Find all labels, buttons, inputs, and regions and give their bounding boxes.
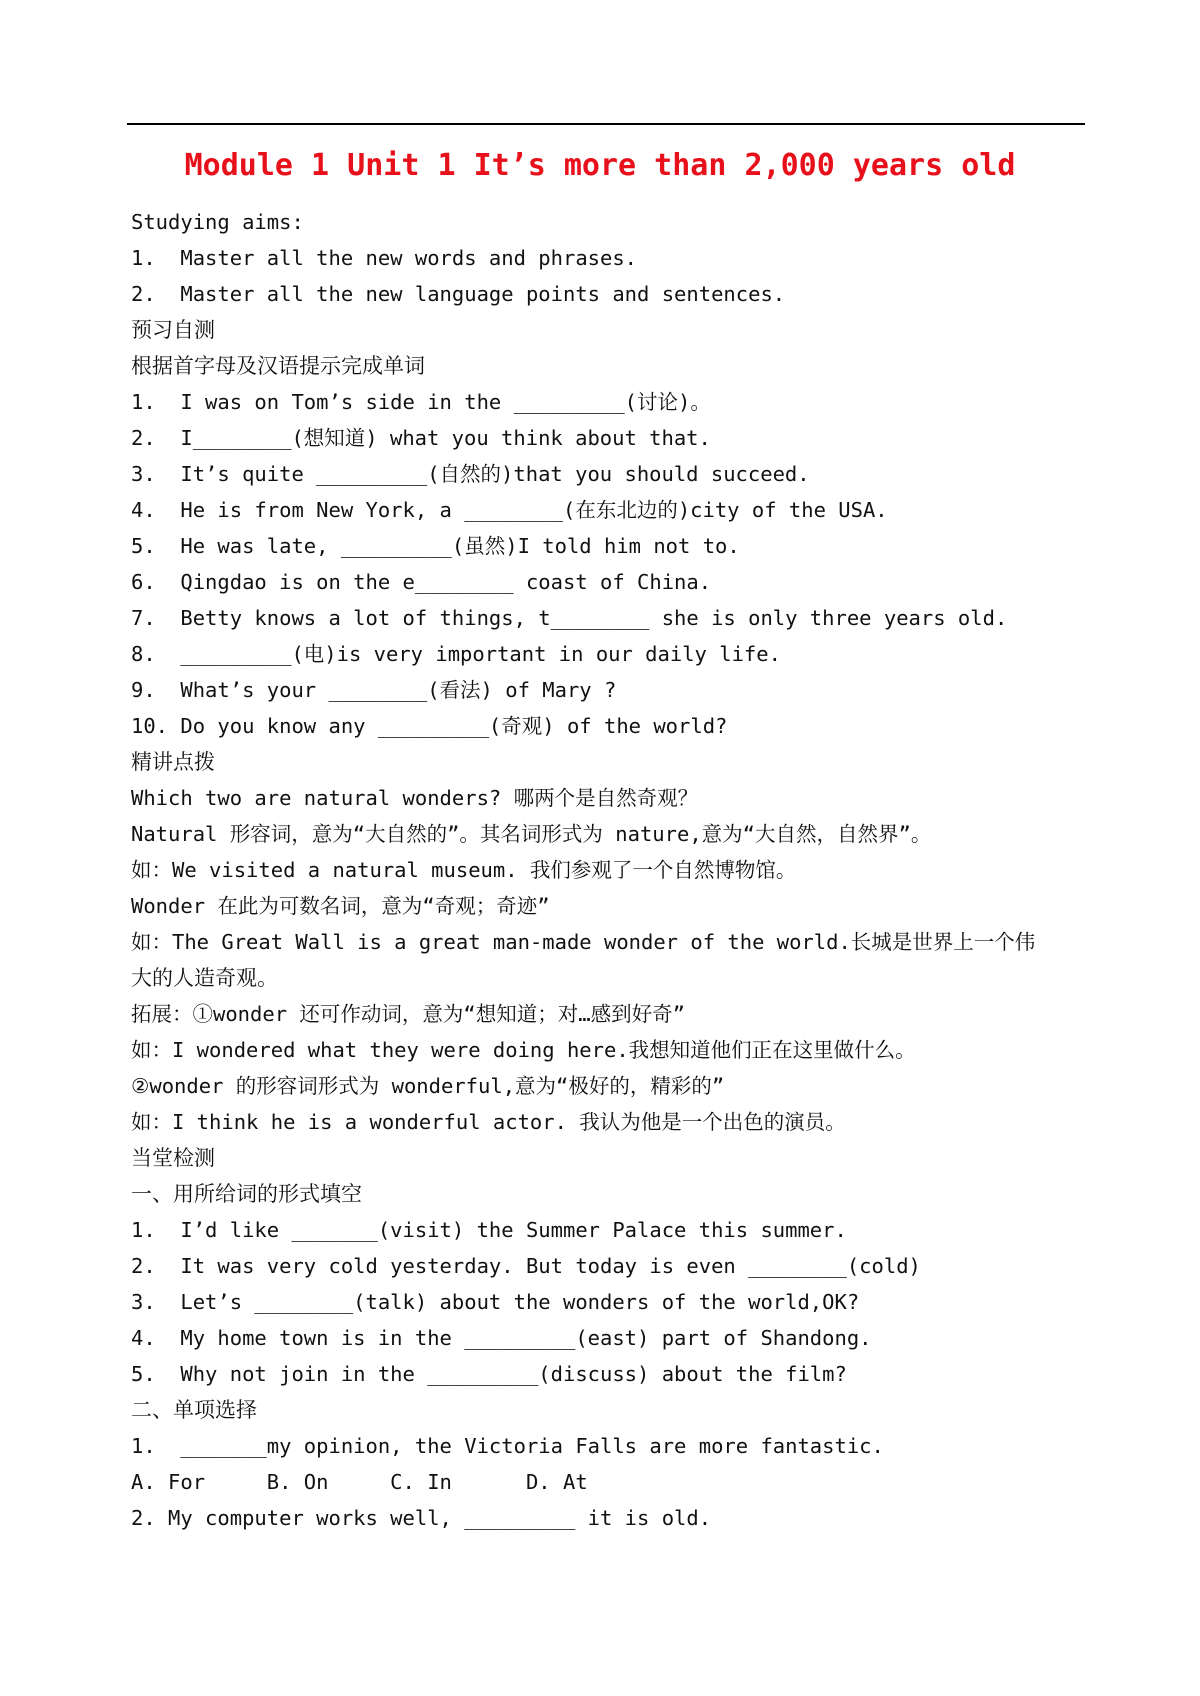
exercise-item: 8. _________(电)is very important in our daily life. xyxy=(131,642,781,666)
exercise-item: 3. It’s quite _________(自然的)that you should succeed. xyxy=(131,462,810,486)
exercise-item: 1. I’d like _______(visit) the Summer Palace this summer. xyxy=(131,1218,847,1242)
aim-item: 2. Master all the new language points and sentences. xyxy=(131,282,786,306)
exercise-item: 1. I was on Tom’s side in the _________(讨论)。 xyxy=(131,390,711,414)
exercise-item: 7. Betty knows a lot of things, t________ she is only three years old. xyxy=(131,606,1008,630)
exercise-item: 2. I________(想知道) what you think about that. xyxy=(131,426,711,450)
exercise-item: 4. He is from New York, a ________(在东北边的)city of the USA. xyxy=(131,498,888,522)
explanation-text: Which two are natural wonders? 哪两个是自然奇观？ xyxy=(131,786,699,810)
extension-text: 拓展：①wonder 还可作动词，意为“想知道；对…感到好奇” xyxy=(131,1002,685,1026)
worksheet-body xyxy=(131,204,1091,1536)
exercise-item: 1. _______my opinion, the Victoria Falls are more fantastic. xyxy=(131,1434,884,1458)
exercise-item: 3. Let’s ________(talk) about the wonders of the world,OK? xyxy=(131,1290,860,1314)
aim-item: 1. Master all the new words and phrases. xyxy=(131,246,638,270)
exercise-item: 10. Do you know any _________(奇观) of the world? xyxy=(131,714,728,738)
extension-text: ②wonder 的形容词形式为 wonderful,意为“极好的，精彩的” xyxy=(131,1074,725,1098)
example-text-continued: 大的人造奇观。 xyxy=(131,966,278,990)
subsection-heading-choice: 二、单项选择 xyxy=(131,1398,257,1422)
section-heading-explanation: 精讲点拨 xyxy=(131,750,215,774)
example-text: 如：The Great Wall is a great man-made wonder of the world.长城是世界上一个伟 xyxy=(131,930,1036,954)
header-rule xyxy=(127,123,1085,125)
exercise-item: 4. My home town is in the _________(east) part of Shandong. xyxy=(131,1326,872,1350)
example-text: 如：I think he is a wonderful actor. 我认为他是一个出色的演员。 xyxy=(131,1110,846,1134)
explanation-text: Wonder 在此为可数名词，意为“奇观；奇迹” xyxy=(131,894,550,918)
exercise-item: 6. Qingdao is on the e________ coast of China. xyxy=(131,570,712,594)
answer-options: A. For B. On C. In D. At xyxy=(131,1470,588,1494)
exercise-item: 5. He was late, _________(虽然)I told him not to. xyxy=(131,534,740,558)
instruction-text: 根据首字母及汉语提示完成单词 xyxy=(131,354,425,378)
section-heading-aims: Studying aims: xyxy=(131,210,304,234)
exercise-item: 9. What’s your ________(看法) of Mary ? xyxy=(131,678,617,702)
example-text: 如：We visited a natural museum. 我们参观了一个自然博物馆。 xyxy=(131,858,797,882)
example-text: 如：I wondered what they were doing here.我想知道他们正在这里做什么。 xyxy=(131,1038,916,1062)
exercise-item: 5. Why not join in the _________(discuss) about the film? xyxy=(131,1362,847,1386)
explanation-text: Natural 形容词，意为“大自然的”。其名词形式为 nature,意为“大自然，自然界”。 xyxy=(131,822,932,846)
section-heading-preview: 预习自测 xyxy=(131,318,215,342)
exercise-item: 2. It was very cold yesterday. But today is even ________(cold) xyxy=(131,1254,921,1278)
subsection-heading-fill: 一、用所给词的形式填空 xyxy=(131,1182,362,1206)
section-heading-test: 当堂检测 xyxy=(131,1146,215,1170)
exercise-item: 2. My computer works well, _________ it is old. xyxy=(131,1506,712,1530)
page-title: Module 1 Unit 1 It’s more than 2,000 years old xyxy=(184,148,1016,183)
